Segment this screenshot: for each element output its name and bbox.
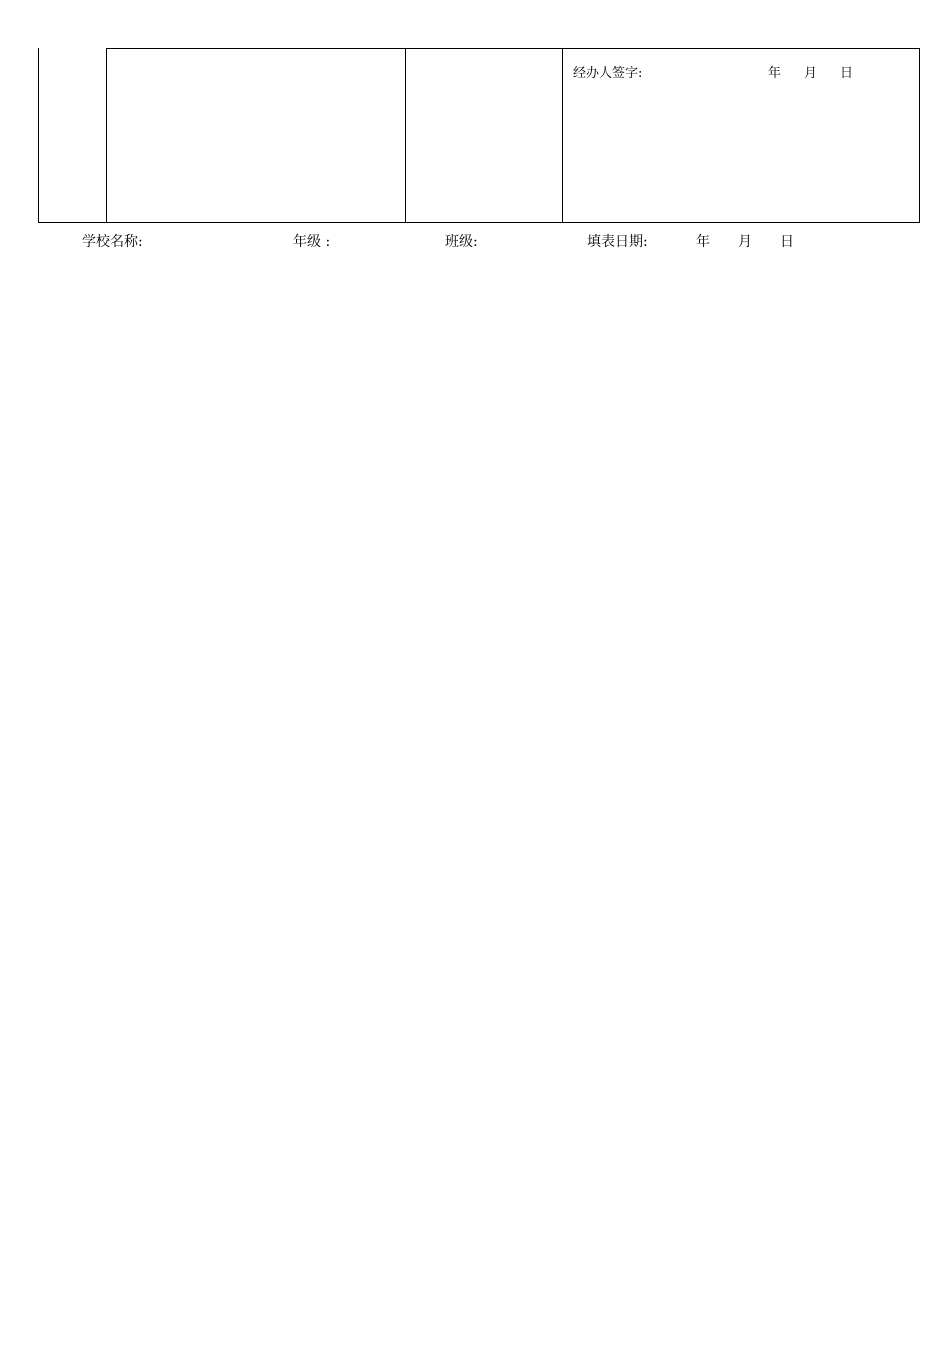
table-cell-col2 bbox=[107, 49, 405, 222]
table-cell-col1 bbox=[39, 49, 106, 222]
table-cell-col3 bbox=[406, 49, 562, 222]
fill-date-month-label: 月 bbox=[738, 234, 752, 250]
table-right-border bbox=[919, 48, 920, 223]
fill-date-day-label: 日 bbox=[780, 234, 794, 250]
table-bottom-border bbox=[38, 222, 920, 223]
grade-label: 年级 : bbox=[293, 234, 331, 250]
signature-label: 经办人签字: bbox=[573, 66, 643, 81]
signature-year-label: 年 bbox=[768, 66, 782, 81]
signature-day-label: 日 bbox=[840, 66, 854, 81]
signature-month-label: 月 bbox=[804, 66, 818, 81]
school-name-label: 学校名称: bbox=[82, 234, 143, 250]
fill-date-label: 填表日期: bbox=[587, 234, 648, 250]
signature-cell bbox=[563, 49, 919, 222]
form-table bbox=[38, 48, 920, 223]
fill-date-year-label: 年 bbox=[696, 234, 710, 250]
class-label: 班级: bbox=[445, 234, 478, 250]
